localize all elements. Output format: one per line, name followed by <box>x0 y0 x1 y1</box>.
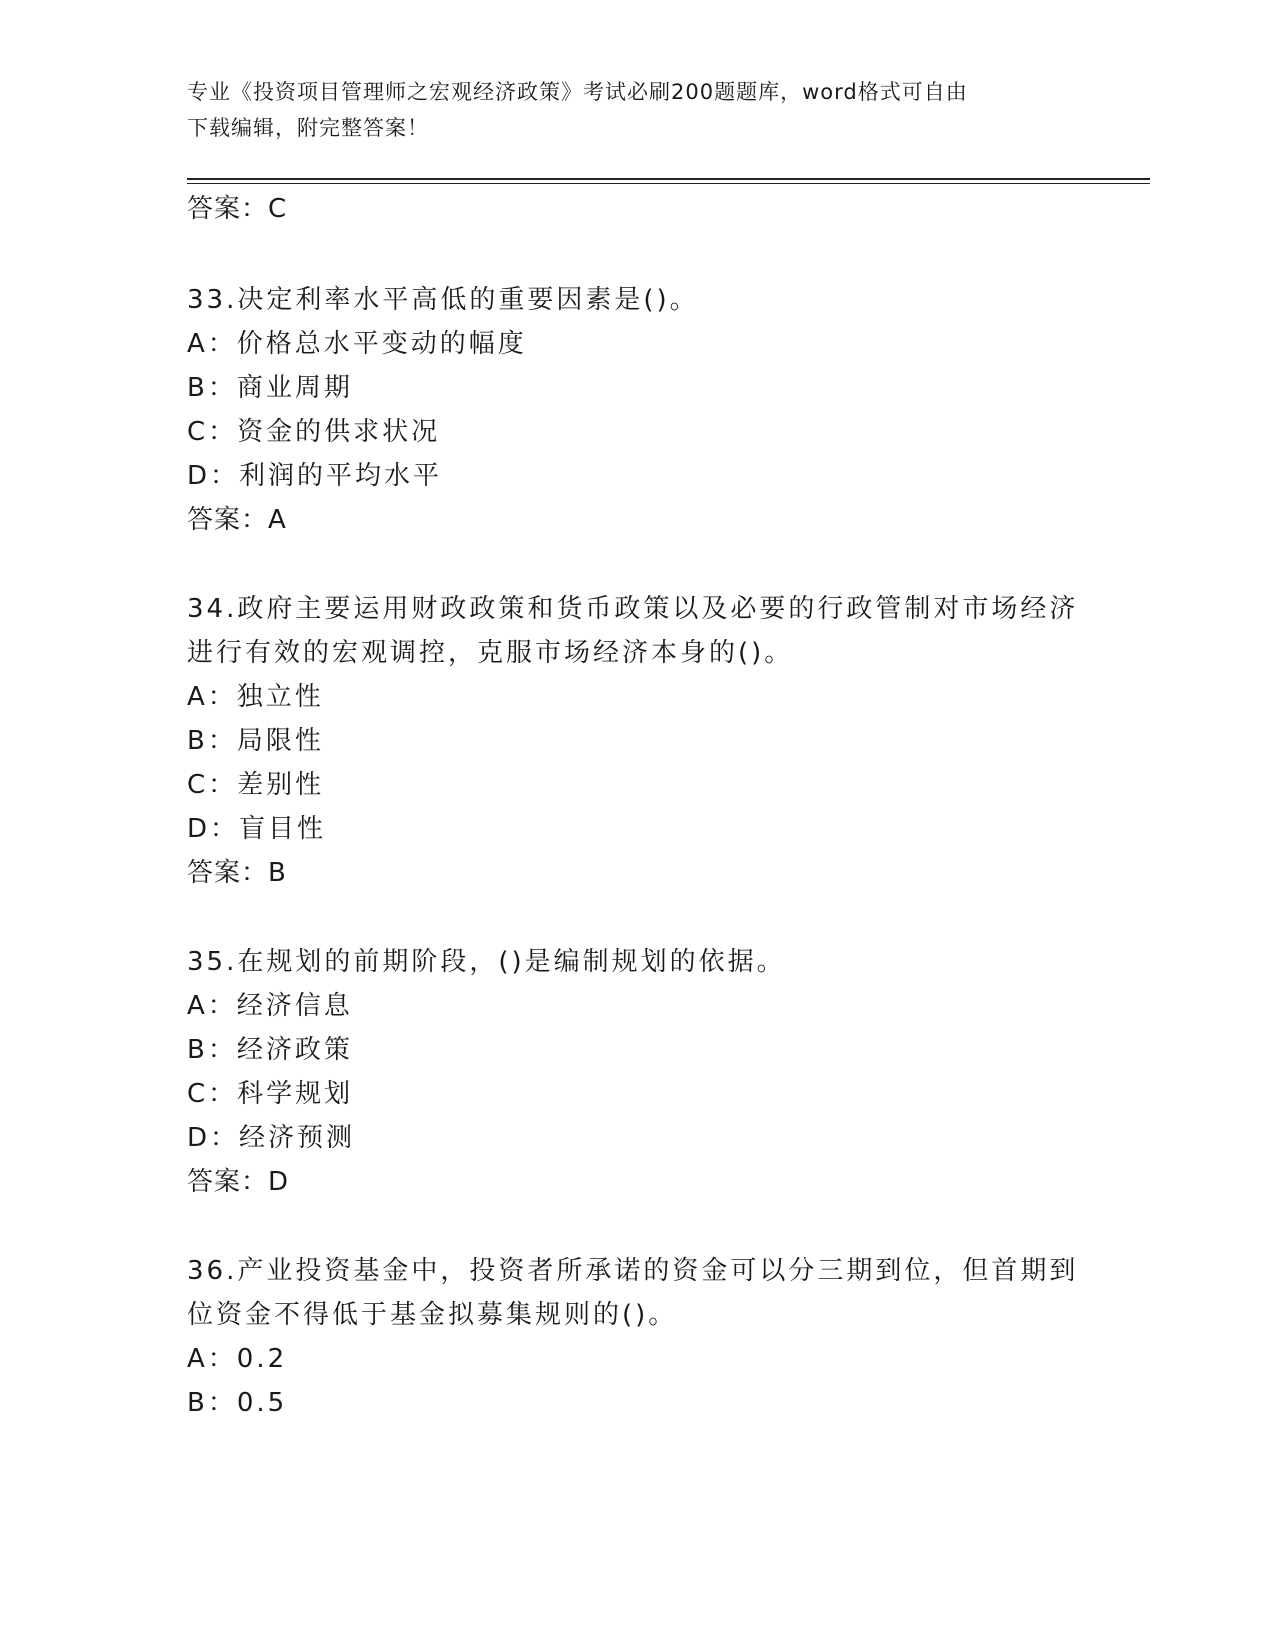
question-35-text: 35.在规划的前期阶段，()是编制规划的依据。 <box>187 947 786 977</box>
header-rule <box>187 178 1150 180</box>
question-34-option-a: A：独立性 <box>187 682 324 712</box>
question-35-option-d: D：经济预测 <box>187 1123 356 1153</box>
question-34-option-d: D：盲目性 <box>187 814 327 844</box>
question-33-option-c: C：资金的供求状况 <box>187 417 441 447</box>
question-36-option-b: B：0.5 <box>187 1388 288 1418</box>
header-line-1: 专业《投资项目管理师之宏观经济政策》考试必刷200题题库，word格式可自由 <box>187 80 968 104</box>
document-header <box>187 74 1067 146</box>
question-33-option-d: D：利润的平均水平 <box>187 461 443 491</box>
header-rule-thin <box>187 183 1150 184</box>
question-33-option-a: A：价格总水平变动的幅度 <box>187 329 527 359</box>
question-33-answer: 答案：A <box>187 505 287 535</box>
question-34-option-b: B：局限性 <box>187 726 324 756</box>
question-35-option-b: B：经济政策 <box>187 1035 353 1065</box>
question-34-answer: 答案：B <box>187 858 287 888</box>
previous-answer: 答案：C <box>187 194 288 224</box>
question-35-option-c: C：科学规划 <box>187 1079 354 1109</box>
question-34-text-line-1: 34.政府主要运用财政政策和货币政策以及必要的行政管制对市场经济 <box>187 594 1079 624</box>
question-36-text-line-1: 36.产业投资基金中，投资者所承诺的资金可以分三期到位，但首期到 <box>187 1256 1079 1286</box>
header-line-2: 下载编辑，附完整答案！ <box>187 116 429 140</box>
question-36-text-line-2: 位资金不得低于基金拟募集规则的()。 <box>187 1300 678 1330</box>
question-36-option-a: A：0.2 <box>187 1344 288 1374</box>
question-33-text: 33.决定利率水平高低的重要因素是()。 <box>187 285 699 315</box>
question-34-text-line-2: 进行有效的宏观调控，克服市场经济本身的()。 <box>187 638 794 668</box>
question-35-option-a: A：经济信息 <box>187 991 353 1021</box>
question-33-option-b: B：商业周期 <box>187 373 353 403</box>
question-34-option-c: C：差别性 <box>187 770 325 800</box>
question-35-answer: 答案：D <box>187 1167 290 1197</box>
